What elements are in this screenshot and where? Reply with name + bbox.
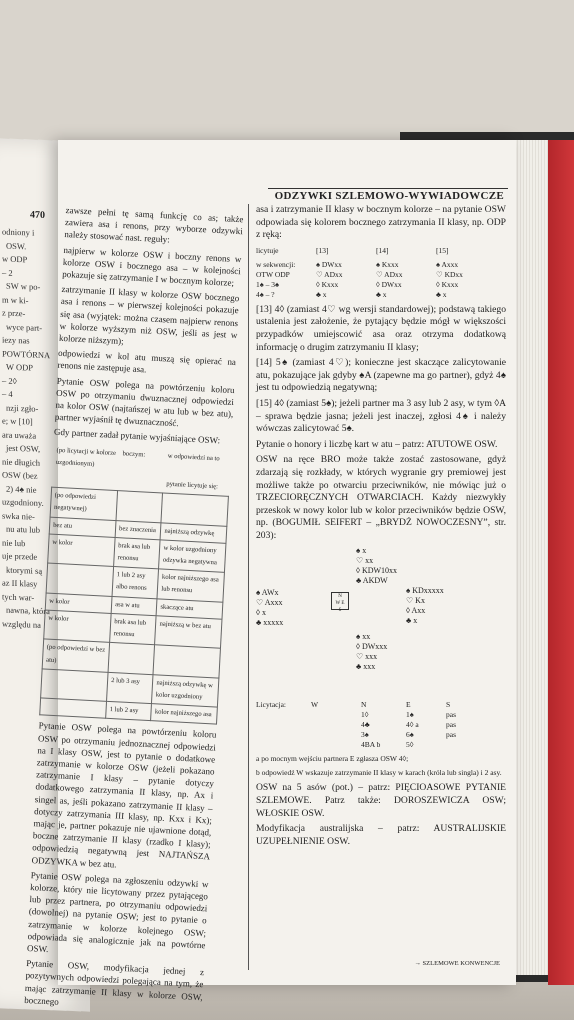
table-cell: asa w atu <box>111 596 157 616</box>
west-hand <box>256 588 283 628</box>
left-page-text-fragment: odniony i <box>2 226 35 238</box>
left-page-text-fragment: tych war- <box>2 590 35 603</box>
table-cell: najniższą odzywkę <box>160 523 226 544</box>
auction-cell <box>446 740 486 750</box>
paragraph: zawsze pełni tę samą funkcję co as; także zawiera asa i renons, przy wyborze odzywki należy stosować nast. reguły: <box>64 204 244 245</box>
grid-head: licytuje <box>256 245 279 255</box>
auction-cell <box>311 740 361 750</box>
right-column <box>256 204 506 851</box>
paragraph: zatrzymanie II klasy w kolorze OSW bocznego asa i renons – w pierwszej kolejności pokazuje się asa (wyjątek: można czasem najpierw renons w kolorze wyższym niż OSW, jeśli as jest w kolorze niższym); <box>58 284 240 347</box>
left-page-text-fragment: uzgodniony. <box>2 496 44 508</box>
bidding-hands-rows <box>256 260 506 300</box>
compass-box: N W E S <box>331 592 349 610</box>
table-cell: w kolor uzgodniony odzywka negatywna <box>159 540 226 573</box>
left-page-text-fragment: – 2 <box>2 266 13 278</box>
left-page-text-fragment: e; w [10] <box>2 415 33 427</box>
table-header-cell: (po licytacji w kolorze uzgodnionym) <box>55 446 117 468</box>
auction-table <box>256 700 506 750</box>
grid-cell: ♠ Kxxx <box>376 259 399 269</box>
grid-cell: ♡ ADxx <box>316 269 343 279</box>
table-cell <box>46 563 114 596</box>
table-cell: (po odpowiedzi w bez atu) <box>42 639 110 672</box>
table-cell <box>41 669 109 702</box>
left-page-text-fragment: swka nie- <box>2 509 35 522</box>
response-table <box>39 442 231 725</box>
auction-cell: N <box>361 700 367 710</box>
auction-cell: 6♠ <box>406 730 414 740</box>
suit-holding: ♠ KDxxxxx <box>406 586 444 596</box>
footnote-b: b odpowiedź W wskazuje zatrzymanie II klasy w karach (króla lub singla) i 2 asy. <box>256 768 502 778</box>
left-page-text-fragment: wyce part- <box>6 321 43 333</box>
auction-cell <box>311 720 361 730</box>
table-cell: kolor najniższego asa lub renonsu <box>157 569 224 602</box>
table-cell: 1 lub 2 asy albo renons <box>112 567 159 599</box>
table-cell: w kolor <box>48 534 116 567</box>
auction-cell: S <box>446 700 451 710</box>
grid-cell: ♡ KDxx <box>436 269 463 279</box>
auction-cell: 1♠ <box>406 710 414 720</box>
auction-cell <box>256 740 311 750</box>
table-cell: najniższą odzywkę w kolor uzgodniony <box>152 674 219 707</box>
table-cell <box>153 645 220 678</box>
table-cell <box>116 491 163 523</box>
auction-cell <box>256 720 311 730</box>
left-page-text-fragment: ara uważa <box>2 428 37 441</box>
grid-cell: ◊ Kxxx <box>436 279 459 289</box>
page-edges <box>515 140 551 975</box>
table-cell: najniższą w bez atu <box>155 616 222 649</box>
auction-cell: 1◊ <box>361 710 369 720</box>
paragraph: [15] 4◊ (zamiast 5♠); jeżeli partner ma 3 asy lub 2 asy, w tym ◊A – sprawa będzie jasna; jeżeli jest inaczej, zgłosi 4♠ i należy wówczas zalicytować 5♠. <box>256 397 506 435</box>
paragraph: Pytanie OSW, modyfikacja jednej z pozytywnych odpowiedzi polegająca na tym, że mając zatrzymanie II klasy w kolorze OSW, bocznego <box>24 958 205 1007</box>
table-cell: bez znaczenia <box>115 520 161 540</box>
left-page-text-fragment: względu na <box>2 617 41 630</box>
suit-holding: ♠ x <box>356 546 367 556</box>
left-page-text-fragment: SW w po- <box>6 280 41 292</box>
auction-cell: 3♠ <box>361 730 369 740</box>
grid-cell: ♣ x <box>436 289 447 299</box>
cross-reference: → SZLEMOWE KONWENCJE <box>414 960 500 967</box>
table-cell <box>161 493 228 526</box>
left-page-text-fragment: W ODP <box>6 361 33 373</box>
left-page-text-fragment: nzji zgło- <box>6 402 39 414</box>
table-cell: 1 lub 2 asy <box>106 701 152 721</box>
card-diagram <box>256 546 506 696</box>
table-cell: skaczące atu <box>156 599 222 620</box>
bidding-hands-grid <box>256 246 506 256</box>
auction-cell: Licytacja: <box>256 700 286 710</box>
suit-holding: ◊ x <box>256 608 266 618</box>
left-page-text-fragment: OSW. <box>6 240 27 251</box>
column-divider <box>248 204 249 970</box>
left-page-text-fragment: 2) 4♠ nie <box>6 483 37 495</box>
grid-cell: ◊ Kxxx <box>316 279 339 289</box>
suit-holding: ◊ Axx <box>406 606 426 616</box>
table-cell: w kolor <box>45 593 112 614</box>
auction-cell: pas <box>446 710 456 720</box>
auction-cell: 4BA b <box>361 740 381 750</box>
paragraph: Pytanie OSW polega na powtórzeniu koloru OSW po otrzymaniu jednoznacznej odpowiedzi na I klasy OSW, jest to pytanie o dodatkowe zatrzymanie w kolorze OSW (jeżeli pokazano zatrzymanie I klasy – pytanie dotyczy dodatkowego zatrzymania II klasy, np. Ax i singel as, jeśli pokazano zatrzymanie II klasy – dotyczy zatrzymania III klasy, np. Kxx i Kx); mając je, partner pokazuje nie ujawnione dotąd, boczne zatrzymanie II klasy (rzadko I klasy); odpowiedzią negatywną jest NAJTAŃSZA ODZYWKA w bez atu. <box>31 720 217 870</box>
grid-cell: ♠ Axxx <box>436 259 459 269</box>
auction-cell: 4◊ a <box>406 720 419 730</box>
grid-cell: ♣ x <box>376 289 387 299</box>
left-page-text-fragment: OSW (bez <box>2 469 38 481</box>
paragraph: najpierw w kolorze OSW i boczny renons w kolorze OSW i bocznego asa – w kolejności pokazuje się zatrzymanie I w bocznym kolorze; <box>62 244 242 288</box>
table-cell: w kolor <box>44 610 112 643</box>
paragraph: OSW na ręce BRO może także zostać zastosowane, gdyż zdarzają się rozkłady, w których wygranie gry premiowej jest możliwe także po otwarciu przeciwników, nie mówiąc już o TRZECIORĘCZNYCH OTWARCIACH. Każdy niezwykły przeskok w nowy kolor lub w kolor przeciwników będzie OSW, np. (BOGUMIŁ SEIFERT – „BRYDŻ NOWOCZESNY”, str. 203): <box>256 454 506 541</box>
table-header-cell: boczym: <box>122 449 146 459</box>
table-cell: brak asa lub renonsu <box>114 537 161 569</box>
suit-holding: ♣ xxxxx <box>256 618 284 628</box>
paragraph: Gdy partner zadał pytanie wyjaśniające OSW: <box>53 427 221 446</box>
suit-holding: ◊ DWxxx <box>356 642 388 652</box>
grid-cell: ♡ ADxx <box>376 269 403 279</box>
grid-cell: ♠ DWxx <box>316 259 342 269</box>
left-page-text-fragment: nu atu lub <box>6 523 40 535</box>
grid-head: [15] <box>436 245 449 255</box>
table-cell: brak asa lub renonsu <box>110 613 157 645</box>
suit-holding: ♡ Axxx <box>256 598 283 608</box>
grid-cell: 4♠ – ? <box>256 289 275 299</box>
auction-cell: E <box>406 700 411 710</box>
grid-cell: w sekwencji: <box>256 259 296 269</box>
south-hand <box>356 632 387 672</box>
suit-holding: ♣ AKDW <box>356 576 388 586</box>
suit-holding: ♡ xx <box>356 556 374 566</box>
suit-holding: ♡ Kx <box>406 596 425 606</box>
left-page-text-fragment: w ODP <box>2 253 28 265</box>
paragraph: [14] 5♠ (zamiast 4♡); konieczne jest skaczące zalicytowanie atu, pokazujące jak gdyby ♠A (zapewne ma go partner), gdyż 4♠ jest tu odpowiedzią negatywną; <box>256 357 506 394</box>
paragraph: OSW na 5 asów (pot.) – patrz: PIĘCIOASOWE PYTANIE SZLEMOWE. Patrz także: DOROSZEWICZA OSW; WŁOSKIE OSW. <box>256 782 506 819</box>
table-header-cell: w odpowiedzi na to <box>167 452 220 463</box>
auction-cell: pas <box>446 720 456 730</box>
table-cell: (po odpowiedzi negatywnej) <box>50 487 118 520</box>
auction-cell: 5◊ <box>406 740 414 750</box>
east-hand <box>406 586 444 626</box>
left-page-text-fragment: – 4 <box>2 388 13 399</box>
grid-cell: ♣ x <box>316 289 327 299</box>
left-page-text-fragment: – 2◊ <box>2 374 17 386</box>
left-page-text-fragment: az II klasy <box>2 577 38 589</box>
left-page-text-fragment: uje przede <box>2 550 38 562</box>
table-cell: bez atu <box>49 517 116 538</box>
table-cell <box>40 698 107 719</box>
paragraph: Pytanie OSW polega na powtórzeniu koloru OSW po otrzymaniu dwuznacznej odpowiedzi na kolor OSW (najtańszej w atu lub w bez atu), partner wyjaśnił tę dwuznaczność. <box>54 375 235 429</box>
left-page-text-fragment: z prze- <box>2 307 26 319</box>
auction-cell <box>311 730 361 740</box>
grid-cell: ◊ DWxx <box>376 279 402 289</box>
suit-holding: ♣ xxx <box>356 662 376 672</box>
table-cell: 2 lub 3 asy <box>107 672 154 704</box>
auction-cell <box>256 710 311 720</box>
paragraph: Pytanie o honory i liczbę kart w atu – patrz: ATUTOWE OSW. <box>256 438 498 450</box>
left-page-text-fragment: nawna, która <box>6 604 50 617</box>
running-header: ODZYWKI SZLEMOWO-WYWIADOWCZE <box>274 190 504 202</box>
suit-holding: ♣ x <box>406 616 418 626</box>
paragraph: Pytanie OSW polega na zgłoszeniu odzywki w kolorze, który nie licytowany przez pytającego lub przez partnera, po otrzymaniu odpowiedzi (dowolnej) na pytanie OSW; jest to pytanie o zatrzymanie w kolorze kolejnego OSW; odpowiada się analogicznie jak na powtórne OSW. <box>26 869 209 955</box>
grid-head: [14] <box>376 245 389 255</box>
suit-holding: ♠ AWx <box>256 588 279 598</box>
north-hand <box>356 546 397 586</box>
paragraph: asa i zatrzymanie II klasy w bocznym kolorze – na pytanie OSW odpowiada się kolorem bocznego zatrzymania II klasy, np. ODP z ręką: <box>256 204 506 241</box>
auction-cell: 4♣ <box>361 720 370 730</box>
auction-cell <box>311 710 361 720</box>
suit-holding: ◊ KDW10xx <box>356 566 398 576</box>
auction-cell <box>256 730 311 740</box>
suit-holding: ♠ xx <box>356 632 371 642</box>
grid-cell: OTW ODP <box>256 269 290 279</box>
left-page-text-fragment: jest OSW, <box>6 442 41 454</box>
grid-cell: 1♠ – 3♠ <box>256 279 279 289</box>
suit-holding: ♡ xxx <box>356 652 378 662</box>
table-header-cell: pytanie licytuje się: <box>166 480 219 491</box>
left-page-text-fragment: nie długich <box>2 455 41 468</box>
table-cell <box>108 643 155 675</box>
footnote-a: a po mocnym wejściu partnera E zgłasza OSW 4◊; <box>256 754 409 764</box>
left-page-text-fragment: POWTÓRNA <box>2 347 51 360</box>
auction-cell: W <box>311 700 319 710</box>
left-page-text-fragment: m w ki- <box>2 293 29 305</box>
auction-cell: pas <box>446 730 456 740</box>
grid-head: [13] <box>316 245 329 255</box>
paragraph: odpowiedzi w kol atu muszą się opierać na renons nie zastępuje asa. <box>57 348 237 375</box>
paragraph: [13] 4◊ (zamiast 4♡ wg wersji standardowej); podstawą takiego ustalenia jest założenie, że pytający będzie mógł w większości przypadków umiejscowić asa oraz otrzyma dodatkową informację o drugim zatrzymaniu II klasy; <box>256 303 506 353</box>
header-rule <box>268 188 508 189</box>
left-page-text-fragment: iezy nas <box>2 334 30 346</box>
paragraph: Modyfikacja australijska – patrz: AUSTRALIJSKIE UZUPEŁNIENIE OSW. <box>256 823 506 847</box>
left-page-text-fragment: nie lub <box>2 536 26 548</box>
left-page-number: 470 <box>30 209 45 221</box>
book-cover-edge <box>548 140 574 985</box>
left-page-text-fragment: ktorymi są <box>6 564 43 576</box>
table-cell: kolor najniższego asa <box>151 704 217 725</box>
